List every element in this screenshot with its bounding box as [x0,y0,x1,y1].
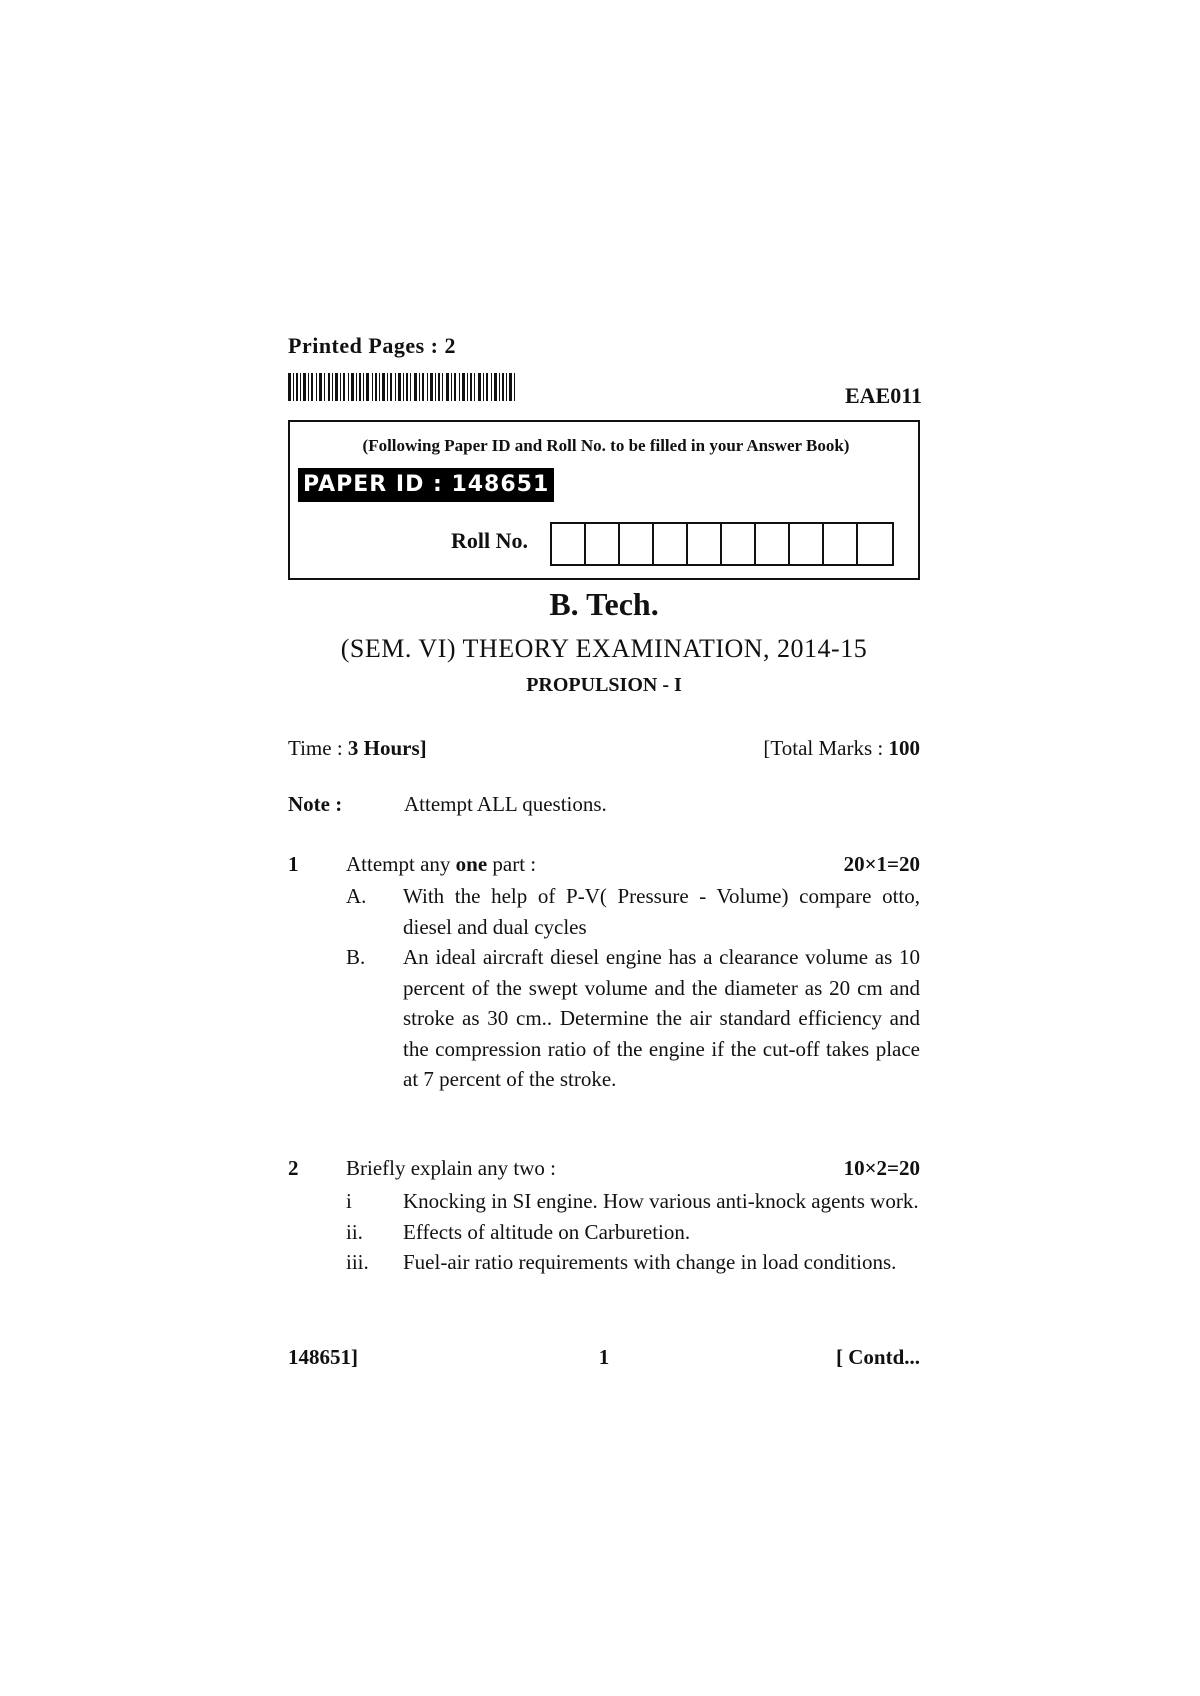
paper-code: EAE011 [844,383,922,408]
roll-number-digit-box [824,524,858,564]
note-label: Note : [288,792,343,816]
paper-id-label: PAPER ID : 148651 [298,468,554,502]
roll-number-digit-box [790,524,824,564]
part-text: Fuel-air ratio requirements with change in load conditions. [403,1250,897,1274]
question-number: 2 [288,1156,299,1180]
subject-title: PROPULSION - I [526,674,682,696]
question-marks: 10×2=20 [843,1156,920,1180]
answer-book-note: (Following Paper ID and Roll No. to be filled in your Answer Book) [362,436,850,455]
part-label: A. [346,884,367,908]
roll-number-digit-box [688,524,722,564]
printed-pages: Printed Pages : 2 [288,333,456,358]
question-instruction: Attempt any one part : [346,852,537,876]
question-part [346,1217,920,1248]
roll-number-digit-box [722,524,756,564]
note-text: Attempt ALL questions. [404,792,607,816]
question-part [346,942,920,1095]
part-label: ii. [346,1219,363,1244]
roll-number-boxes [550,522,894,566]
barcode [288,373,518,407]
question-marks: 20×1=20 [843,852,920,876]
roll-number-digit-box [552,524,586,564]
question-instruction: Briefly explain any two : [346,1156,556,1180]
page-number: 1 [598,1345,610,1369]
roll-number-digit-box [858,524,892,564]
question-part [346,1186,920,1217]
roll-number-digit-box [654,524,688,564]
total-marks-label: [Total Marks : 100 [763,736,920,760]
roll-number-digit-box [756,524,790,564]
roll-no-label: Roll No. [451,528,528,553]
part-label: i [346,1189,352,1213]
part-text: Knocking in SI engine. How various anti-knock agents work. [403,1189,919,1213]
footer-paper-id: 148651] [288,1345,358,1369]
part-label: iii. [346,1250,369,1274]
part-text: Effects of altitude on Carburetion. [403,1219,691,1244]
page-footer [288,1345,920,1370]
note-row [288,792,920,817]
exam-title: (SEM. VI) THEORY EXAMINATION, 2014-15 [340,634,868,663]
roll-number-digit-box [620,524,654,564]
continued-label: [ Contd... [835,1345,920,1369]
roll-number-digit-box [586,524,620,564]
question-part [346,1247,920,1278]
degree-title: B. Tech. [549,586,659,622]
part-text: With the help of P-V( Pressure - Volume) compare otto, diesel and dual cycles [403,884,920,939]
paper-id-box [288,420,920,580]
part-label: B. [346,945,366,969]
time-marks-row [288,736,920,761]
time-label: Time : 3 Hours] [288,736,427,760]
part-text: An ideal aircraft diesel engine has a clearance volume as 10 percent of the swept volume and the diameter as 20 cm and stroke as 30 cm.. Determine the air standard efficiency and the compression ratio of the engine if the cut-off takes place at 7 percent of the stroke. [403,945,920,1091]
question-part [346,881,920,942]
question-number: 1 [288,852,299,876]
